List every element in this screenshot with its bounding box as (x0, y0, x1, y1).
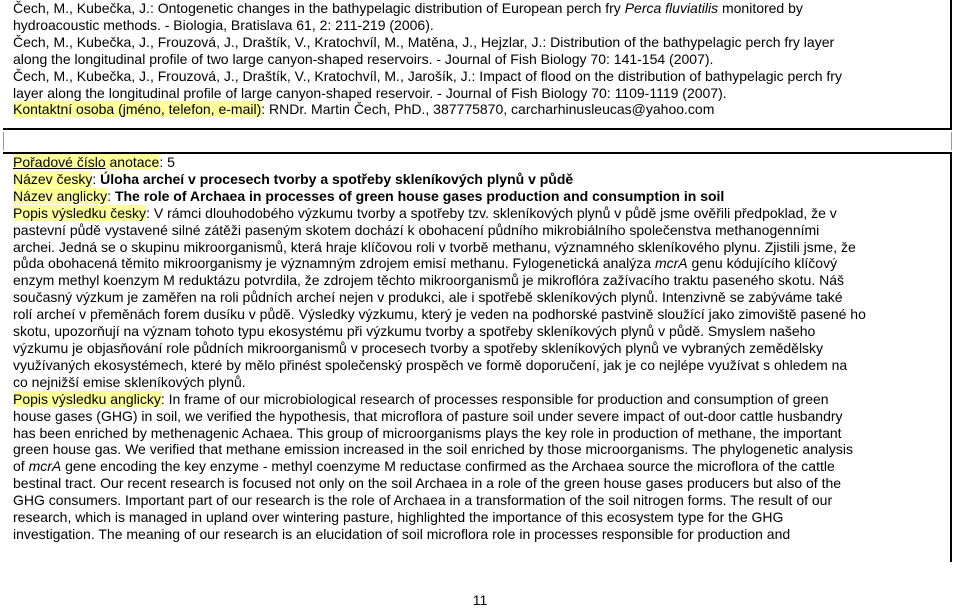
desc-line: In frame of our microbiological research of processes responsible for production and consumption of green (164, 390, 829, 407)
references-box (3, 0, 952, 130)
desc-line: archei. Jedná se o skupinu mikroorganismů, která hraje klíčovou roli v tvorbě methanu, významného skleníkového plynu. Zjistili jsme, že (13, 238, 856, 255)
ref-species: Perca fluviatilis (624, 0, 719, 16)
number-label-rest: anotace (105, 154, 160, 170)
gene-name: mcrA (28, 458, 62, 475)
czech-description-label: Popis výsledku česky (13, 204, 147, 221)
table-gap (3, 132, 952, 150)
desc-line: gene encoding the key enzyme - methyl coenzyme M reductase confirmed as the Archaea source the microflora of the cattle (61, 458, 835, 475)
contact-line (3, 101, 950, 118)
reference-2 (3, 34, 950, 68)
desc-line: výzkumu je objasňování role půdních mikroorganismů v procesech tvorby a spotřeby skleníkových plynů ve vybraných zemědělsky (13, 339, 824, 356)
english-title-value: The role of Archaea in processes of green house gases production and consumption in soil (114, 187, 725, 204)
ref-citation: along the longitudinal profile of two large canyon-shaped reservoirs. - Journal of Fish Biology 70: 141-154 (2007). (13, 50, 714, 67)
reference-3 (3, 68, 950, 102)
desc-line: současný výzkum je zaměřen na roli půdních archeí nejen v produkci, ale i spotřebě skleníkových plynů. Intenzivně se zabýváme také (13, 289, 843, 306)
desc-line: of (13, 458, 29, 475)
annotation-box (3, 152, 952, 562)
reference-1 (3, 0, 950, 34)
ref-title: : Ontogenetic changes in the bathypelagic distribution of European perch fry (149, 0, 625, 16)
page-number: 11 (472, 592, 488, 608)
english-description-label: Popis výsledku anglicky (13, 390, 161, 407)
number-label: Pořadové číslo (13, 154, 106, 170)
contact-colon: : (261, 101, 266, 118)
desc-line: green house gas. We verified that methane emission increased in the soil enriched by those microorganisms. The phylogenetic analysis (13, 441, 853, 458)
gene-name: mcrA (654, 255, 688, 272)
number-colon: : (159, 154, 164, 170)
contact-value: RNDr. Martin Čech, PhD., 387775870, carcharhinusleucas@yahoo.com (265, 101, 715, 118)
contact-label: Kontaktní osoba (jméno, telefon, e-mail) (13, 101, 262, 118)
desc-line: využívaných ekosystémech, které by mělo přinést společenský prospěch ve formě doporučení, jak je co nejlépe využívat s ohledem na (13, 356, 848, 373)
desc-line: skotu, upozorňují na význam tohoto typu ekosystému při výzkumu tvorby a spotřeby skleníkových plynů v půdě. Smyslem našeho (13, 323, 816, 340)
ref-citation: layer along the longitudinal profile of large canyon-shaped reservoir. - Journal of Fish Biology 70: 1109-1119 (2007). (13, 84, 727, 101)
ref-title: : Distribution of the bathypelagic perch fry layer (542, 33, 835, 50)
ref-authors: Čech, M., Kubečka, J., Frouzová, J., Draštík, V., Kratochvíl, M., Matěna, J., Hejzlar, J. (13, 33, 543, 50)
ref-citation: hydroacoustic methods. - Biologia, Bratislava 61, 2: 211-219 (2006). (13, 16, 434, 33)
desc-line: co nejnižší emise skleníkových plynů. (13, 373, 246, 390)
ref-title-end: monitored by (718, 0, 803, 16)
desc-line: enzym methyl koenzym M reduktázu potvrdila, že zdrojem těchto mikroorganismů je mikroflóra zažívacího traktu paseného skotu. Náš (13, 272, 845, 289)
ref-authors: Čech, M., Kubečka, J., Frouzová, J., Draštík, V., Kratochvíl, M., Jarošík, J. (13, 67, 472, 84)
number-value: 5 (163, 154, 175, 170)
desc-line: pastevní půdě vystavené silné zátěži paseným skotem dochází k obohacení půdního mikrobiálního společenstva methanogenními (13, 221, 820, 238)
desc-line: GHG consumers. Important part of our research is the role of Archaea in a transformation of the soil nitrogen forms. The result of our (13, 492, 833, 509)
desc-line: research, which is managed in upland over wintering pasture, highlighted the importance of this ecosystem type for the GHG (13, 509, 784, 526)
czech-title-value: Úloha archeí v procesech tvorby a spotřeby skleníkových plynů v půdě (100, 170, 574, 187)
desc-line: půda obohacená těmito mikroorganismy je významným zdrojem emisí methanu. Fylogenetická analýza (13, 255, 655, 272)
czech-title-label: Název česky (13, 170, 93, 187)
annotation-number (3, 154, 950, 171)
desc-line: bestinal tract. Our recent research is focused not only on the soil Archaea in a role of the green house gases producers but also of the (13, 475, 842, 492)
desc-line: has been enriched by methenagenic Achaea. This group of microorganisms plays the key role in production of methane, the important (13, 424, 842, 441)
desc-line: V rámci dlouhodobého výzkumu tvorby a spotřeby tzv. skleníkových plynů v půdě jsme ověřili předpoklad, že v (149, 204, 837, 221)
desc-line: investigation. The meaning of our research is an elucidation of soil microflora role in processes responsible for production and (13, 525, 791, 542)
english-title-label: Název anglicky (13, 187, 108, 204)
ref-authors: Čech, M., Kubečka, J. (13, 0, 150, 16)
english-description: Popis výsledku anglicky: In frame of our microbiological research of processes responsible for production and consumption of green house gases (GHG) in soil, we verified the hypothesis, that microflora of pasture soil under severe impact of out-door cattle husbandry has been enriched by methenagenic Achaea. This group of microorganisms plays the key role in production of methane, the important green house gas. We verified that methane emission increased in the soil enriched by those microorganisms. The phylogenetic analysis of mcrA gene encoding the key enzyme - methyl coenzyme M reductase confirmed as the Archaea source the microflora of the cattle bestinal tract. Our recent research is focused not only on the soil Archaea in a role of the green house gases producers but also of the GHG consumers. Important part of our research is the role of Archaea in a transformation of the soil nitrogen forms. The result of our research, which is managed in upland over wintering pasture, highlighted the importance of this ecosystem type for the GHG investigation. The meaning of our research is an elucidation of soil microflora role in processes responsible for production and (3, 391, 950, 543)
ref-title: : Impact of flood on the distribution of bathypelagic perch fry (471, 67, 842, 84)
desc-line: genu kódujícího klíčový (687, 255, 838, 272)
desc-line: rolí archeí v přeměnách forem dusíku v půdě. Výsledky výzkumu, který je veden na podhorské pastvině sloužící jako zimoviště pasené ho (13, 306, 866, 323)
desc-line: house gases (GHG) in soil, we verified the hypothesis, that microflora of pasture soil under severe impact of out-door cattle husbandry (13, 407, 843, 424)
czech-title: Název česky: Úloha archeí v procesech tvorby a spotřeby skleníkových plynů v půdě (13, 170, 574, 187)
english-title: Název anglicky: The role of Archaea in processes of green house gases production and consumption in soil (13, 187, 725, 204)
czech-description: Popis výsledku česky: V rámci dlouhodobého výzkumu tvorby a spotřeby tzv. skleníkových plynů v půdě jsme ověřili předpoklad, že v pastevní půdě vystavené silné zátěži paseným skotem dochází k obohacení půdního mikrobiálního společenstva methanogenními archei. Jedná se o skupinu mikroorganismů, která hraje klíčovou roli v tvorbě methanu, významného skleníkového plynu. Zjistili jsme, že půda obohacená těmito mikroorganismy je významným zdrojem emisí methanu. Fylogenetická analýza mcrA genu kódujícího klíčový enzym methyl koenzym M reduktázu potvrdila, že zdrojem těchto mikroorganismů je mikroflóra zažívacího traktu paseného skotu. Náš současný výzkum je zaměřen na roli půdních archeí nejen v produkci, ale i spotřebě skleníkových plynů. Intenzivně se zabýváme také rolí archeí v přeměnách forem dusíku v půdě. Výsledky výzkumu, který je veden na podhorské pastvině sloužící jako zimoviště pasené ho skotu, upozorňují na význam tohoto typu ekosystému při výzkumu tvorby a spotřeby skleníkových plynů v půdě. Smyslem našeho výzkumu je objasňování role půdních mikroorganismů v procesech tvorby a spotřeby skleníkových plynů ve vybraných zemědělsky využívaných ekosystémech, které by mělo přinést společenský prospěch ve formě doporučení, jak je co nejlépe využívat s ohledem na co nejnižší emise skleníkových plynů. (3, 205, 950, 391)
